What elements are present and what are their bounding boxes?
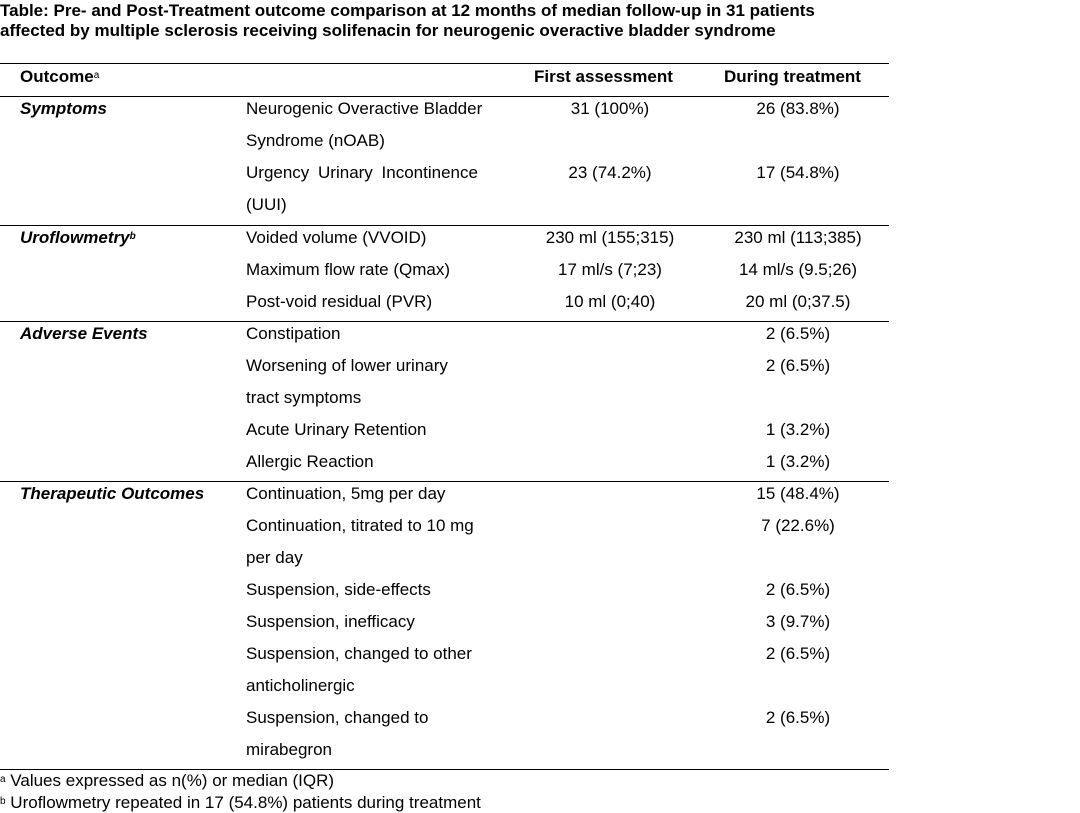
row-during-value: 1 (3.2%) — [765, 420, 831, 439]
row-during-value: 2 (6.5%) — [765, 708, 831, 727]
row-during-value: 2 (6.5%) — [765, 644, 831, 663]
row-during-value: 3 (9.7%) — [765, 612, 831, 631]
section-rule — [0, 481, 889, 482]
row-during-value: 230 ml (113;385) — [734, 228, 862, 247]
section-therapeutic-outcomes: Therapeutic Outcomes — [20, 484, 205, 503]
row-first-value: 230 ml (155;315) — [545, 228, 675, 247]
row-during-value: 7 (22.6%) — [761, 516, 835, 535]
row-label: Acute Urinary Retention — [246, 420, 427, 439]
row-label: Continuation, 5mg per day — [246, 484, 446, 503]
row-first-value: 10 ml (0;40) — [564, 292, 656, 311]
row-label: (UUI) — [246, 195, 287, 214]
footnote-b: $^b$ Uroflowmetry repeated in 17 (54.8%) patients during treatment — [0, 793, 481, 812]
row-label: Suspension, side-effects — [246, 580, 431, 599]
header-bottom-rule — [0, 96, 889, 97]
section-adverse-events: Adverse Events — [20, 324, 148, 343]
row-during-value: 17 (54.8%) — [756, 163, 840, 182]
table-bottom-rule — [0, 769, 889, 770]
row-label: Syndrome (nOAB) — [246, 131, 385, 150]
row-during-value: 2 (6.5%) — [765, 580, 831, 599]
header-top-rule — [0, 63, 889, 64]
row-label: Worsening of lower urinary — [246, 356, 448, 375]
table-caption: Table: Pre- and Post-Treatment outcome comparison at 12 months of median follow-up in 31 patients affected by multiple sclerosis receiving solifenacin for neurogenic overactive bladder syndrome — [0, 1, 815, 40]
row-label: Post-void residual (PVR) — [246, 292, 433, 311]
row-label: Allergic Reaction — [246, 452, 374, 471]
row-first-value: 23 (74.2%) — [568, 163, 652, 182]
row-label: Suspension, changed to other — [246, 644, 472, 663]
section-rule — [0, 321, 889, 322]
header-during-treatment: During treatment — [724, 67, 861, 86]
row-during-value: 15 (48.4%) — [756, 484, 840, 503]
row-label: Maximum flow rate (Qmax) — [246, 260, 451, 279]
row-label: per day — [246, 548, 303, 567]
row-label: tract symptoms — [246, 388, 362, 407]
header-outcome: Outcome$^a$ — [20, 67, 100, 86]
section-symptoms: Symptoms — [20, 99, 107, 118]
row-during-value: 26 (83.8%) — [756, 99, 840, 118]
row-label: Neurogenic Overactive Bladder — [246, 99, 483, 118]
header-first-assessment: First assessment — [534, 67, 673, 86]
row-during-value: 2 (6.5%) — [765, 324, 831, 343]
row-first-value: 31 (100%) — [570, 99, 650, 118]
section-uroflowmetry: Uroflowmetry$^b$ — [20, 228, 136, 247]
row-during-value: 1 (3.2%) — [765, 452, 831, 471]
row-label: Continuation, titrated to 10 mg — [246, 516, 474, 535]
row-label: Voided volume (VVOID) — [246, 228, 427, 247]
footnote-a: $^a$ Values expressed as n(%) or median (IQR) — [0, 771, 335, 790]
row-during-value: 20 ml (0;37.5) — [745, 292, 851, 311]
row-label: Suspension, changed to — [246, 708, 429, 727]
row-label: Suspension, inefficacy — [246, 612, 415, 631]
row-during-value: 14 ml/s (9.5;26) — [738, 260, 858, 279]
row-label: anticholinergic — [246, 676, 355, 695]
row-label: Urgency Urinary Incontinence — [246, 163, 478, 182]
section-rule — [0, 225, 889, 226]
row-label: Constipation — [246, 324, 341, 343]
row-during-value: 2 (6.5%) — [765, 356, 831, 375]
row-first-value: 17 ml/s (7;23) — [558, 260, 662, 279]
row-label: mirabegron — [246, 740, 332, 759]
